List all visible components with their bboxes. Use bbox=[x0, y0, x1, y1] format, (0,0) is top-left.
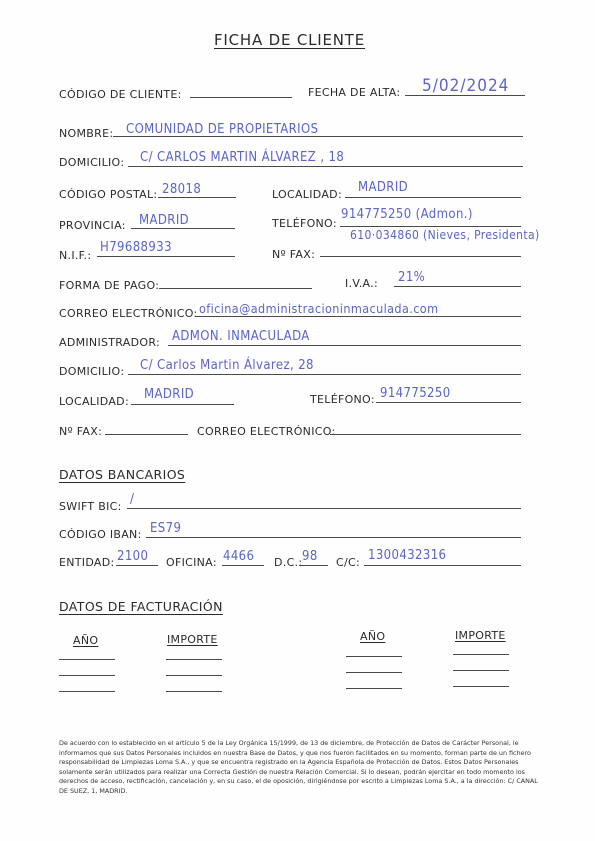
provincia-value: MADRID bbox=[139, 213, 190, 228]
localidad-field-line[interactable] bbox=[345, 197, 521, 198]
label-nif: N.I.F.: bbox=[59, 249, 92, 262]
admin-fax-field-line[interactable] bbox=[105, 434, 188, 435]
label-iban: CÓDIGO IBAN: bbox=[59, 528, 142, 541]
label-fax: Nº FAX: bbox=[272, 248, 316, 261]
localidad-value: MADRID bbox=[358, 180, 409, 195]
label-swift: SWIFT BIC: bbox=[59, 500, 122, 513]
billing-amount-left-line-2[interactable] bbox=[166, 675, 222, 676]
label-admin-telefono: TELÉFONO: bbox=[310, 393, 375, 406]
admin-domicilio-field-line[interactable] bbox=[128, 374, 521, 375]
cc-value: 1300432316 bbox=[368, 548, 447, 563]
label-fecha-alta: FECHA DE ALTA: bbox=[308, 86, 401, 99]
label-entidad: ENTIDAD: bbox=[59, 556, 115, 569]
codigo-postal-field-line[interactable] bbox=[158, 197, 236, 198]
label-admin-domicilio: DOMICILIO: bbox=[59, 365, 125, 378]
billing-section-heading: DATOS DE FACTURACIÓN bbox=[59, 599, 223, 614]
telefono-field-line[interactable] bbox=[340, 226, 521, 227]
label-forma-pago: FORMA DE PAGO: bbox=[59, 279, 160, 292]
label-iva: I.V.A.: bbox=[345, 277, 378, 290]
label-codigo-postal: CÓDIGO POSTAL: bbox=[59, 188, 158, 201]
label-oficina: OFICINA: bbox=[166, 556, 217, 569]
billing-year-right-line-1[interactable] bbox=[346, 656, 402, 657]
billing-amount-right-line-2[interactable] bbox=[453, 670, 509, 671]
billing-year-left-line-3[interactable] bbox=[59, 691, 115, 692]
swift-value: / bbox=[130, 492, 135, 507]
provincia-field-line[interactable] bbox=[131, 228, 235, 229]
billing-amount-right-line-1[interactable] bbox=[453, 654, 509, 655]
forma-pago-field-line[interactable] bbox=[159, 288, 312, 289]
label-localidad: LOCALIDAD: bbox=[272, 188, 342, 201]
admin-telefono-field-line[interactable] bbox=[376, 402, 521, 403]
iva-field-line[interactable] bbox=[394, 286, 521, 287]
entidad-field-line[interactable] bbox=[116, 565, 158, 566]
fecha-alta-value: 5/02/2024 bbox=[422, 76, 510, 96]
label-codigo-cliente: CÓDIGO DE CLIENTE: bbox=[59, 88, 182, 101]
oficina-field-line[interactable] bbox=[222, 565, 264, 566]
billing-year-right-line-3[interactable] bbox=[346, 688, 402, 689]
billing-col-year-right: AÑO bbox=[360, 630, 386, 643]
fax-field-line[interactable] bbox=[320, 256, 521, 257]
billing-year-left-line-1[interactable] bbox=[59, 659, 115, 660]
label-administrador: ADMINISTRADOR: bbox=[59, 336, 160, 349]
admin-correo-field-line[interactable] bbox=[330, 434, 521, 435]
label-dc: D.C.: bbox=[274, 556, 303, 569]
cc-field-line[interactable] bbox=[364, 565, 521, 566]
iban-value: ES79 bbox=[150, 521, 182, 536]
admin-localidad-field-line[interactable] bbox=[131, 404, 234, 405]
nombre-value: COMUNIDAD DE PROPIETARIOS bbox=[126, 122, 319, 137]
billing-amount-right-line-3[interactable] bbox=[453, 686, 509, 687]
nif-value: H79688933 bbox=[100, 240, 172, 255]
admin-telefono-value: 914775250 bbox=[380, 386, 451, 401]
billing-amount-left-line-3[interactable] bbox=[166, 691, 222, 692]
billing-col-amount-left: IMPORTE bbox=[167, 633, 218, 646]
admin-domicilio-value: C/ Carlos Martin Álvarez, 28 bbox=[140, 358, 314, 373]
label-nombre: NOMBRE: bbox=[59, 127, 114, 140]
billing-col-amount-right: IMPORTE bbox=[455, 629, 506, 642]
billing-year-left-line-2[interactable] bbox=[59, 675, 115, 676]
label-admin-fax: Nº FAX: bbox=[59, 425, 103, 438]
billing-amount-left-line-1[interactable] bbox=[166, 659, 222, 660]
administrador-field-line[interactable] bbox=[168, 345, 521, 346]
nif-field-line[interactable] bbox=[97, 256, 235, 257]
administrador-value: ADMON. INMACULADA bbox=[172, 329, 310, 344]
label-admin-localidad: LOCALIDAD: bbox=[59, 395, 129, 408]
label-cc: C/C: bbox=[336, 556, 360, 569]
form-title: FICHA DE CLIENTE bbox=[214, 31, 366, 49]
label-domicilio: DOMICILIO: bbox=[59, 156, 125, 169]
billing-col-year-left: AÑO bbox=[73, 634, 99, 647]
codigo-postal-value: 28018 bbox=[162, 182, 202, 197]
telefono-value-1: 914775250 (Admon.) bbox=[341, 207, 473, 222]
dc-field-line[interactable] bbox=[299, 565, 328, 566]
bank-section-heading: DATOS BANCARIOS bbox=[59, 467, 186, 482]
correo-value: oficina@administracioninmaculada.com bbox=[199, 301, 439, 316]
domicilio-value: C/ CARLOS MARTIN ÁLVAREZ , 18 bbox=[140, 150, 345, 165]
entidad-value: 2100 bbox=[117, 549, 149, 564]
domicilio-field-line[interactable] bbox=[128, 166, 523, 167]
billing-year-right-line-2[interactable] bbox=[346, 672, 402, 673]
oficina-value: 4466 bbox=[223, 549, 255, 564]
telefono-value-2: 610·034860 (Nieves, Presidenta) bbox=[350, 228, 540, 242]
data-protection-notice: De acuerdo con lo establecido en el artículo 5 de la Ley Orgánica 15/1999, de 13 de diciembre, de Protección de Datos de Carácter Personal, le informamos que sus Datos Personales incluidos en nuestra Base de Datos, y que nos fueron facilitados en su momento, forman parte de un fichero responsabilidad de Limpiezas Loma S.A., y que se encuentra registrado en la Agencia Española de Protección de Datos. Estos Datos Personales solamente serán utilizados para realizar una Correcta Gestión de nuestra Relación Comercial. Si lo desean, podrán ejercitar en todo momento los derechos de acceso, rectificación, cancelación y, en su caso, el de oposición, dirigiéndose por escrito a Limpiezas Loma S.A., a la dirección: C/ CANAL DE SUEZ, 1, MADRID. bbox=[59, 739, 538, 795]
correo-field-line[interactable] bbox=[196, 316, 521, 317]
iban-field-line[interactable] bbox=[146, 537, 521, 538]
admin-localidad-value: MADRID bbox=[144, 387, 195, 402]
iva-value: 21% bbox=[398, 270, 426, 285]
swift-field-line[interactable] bbox=[127, 508, 521, 509]
dc-value: 98 bbox=[302, 549, 318, 564]
label-correo: CORREO ELECTRÓNICO: bbox=[59, 307, 198, 320]
label-admin-correo: CORREO ELECTRÓNICO: bbox=[197, 425, 336, 438]
label-provincia: PROVINCIA: bbox=[59, 219, 126, 232]
codigo-cliente-field-line[interactable] bbox=[190, 97, 292, 98]
label-telefono: TELÉFONO: bbox=[272, 217, 337, 230]
